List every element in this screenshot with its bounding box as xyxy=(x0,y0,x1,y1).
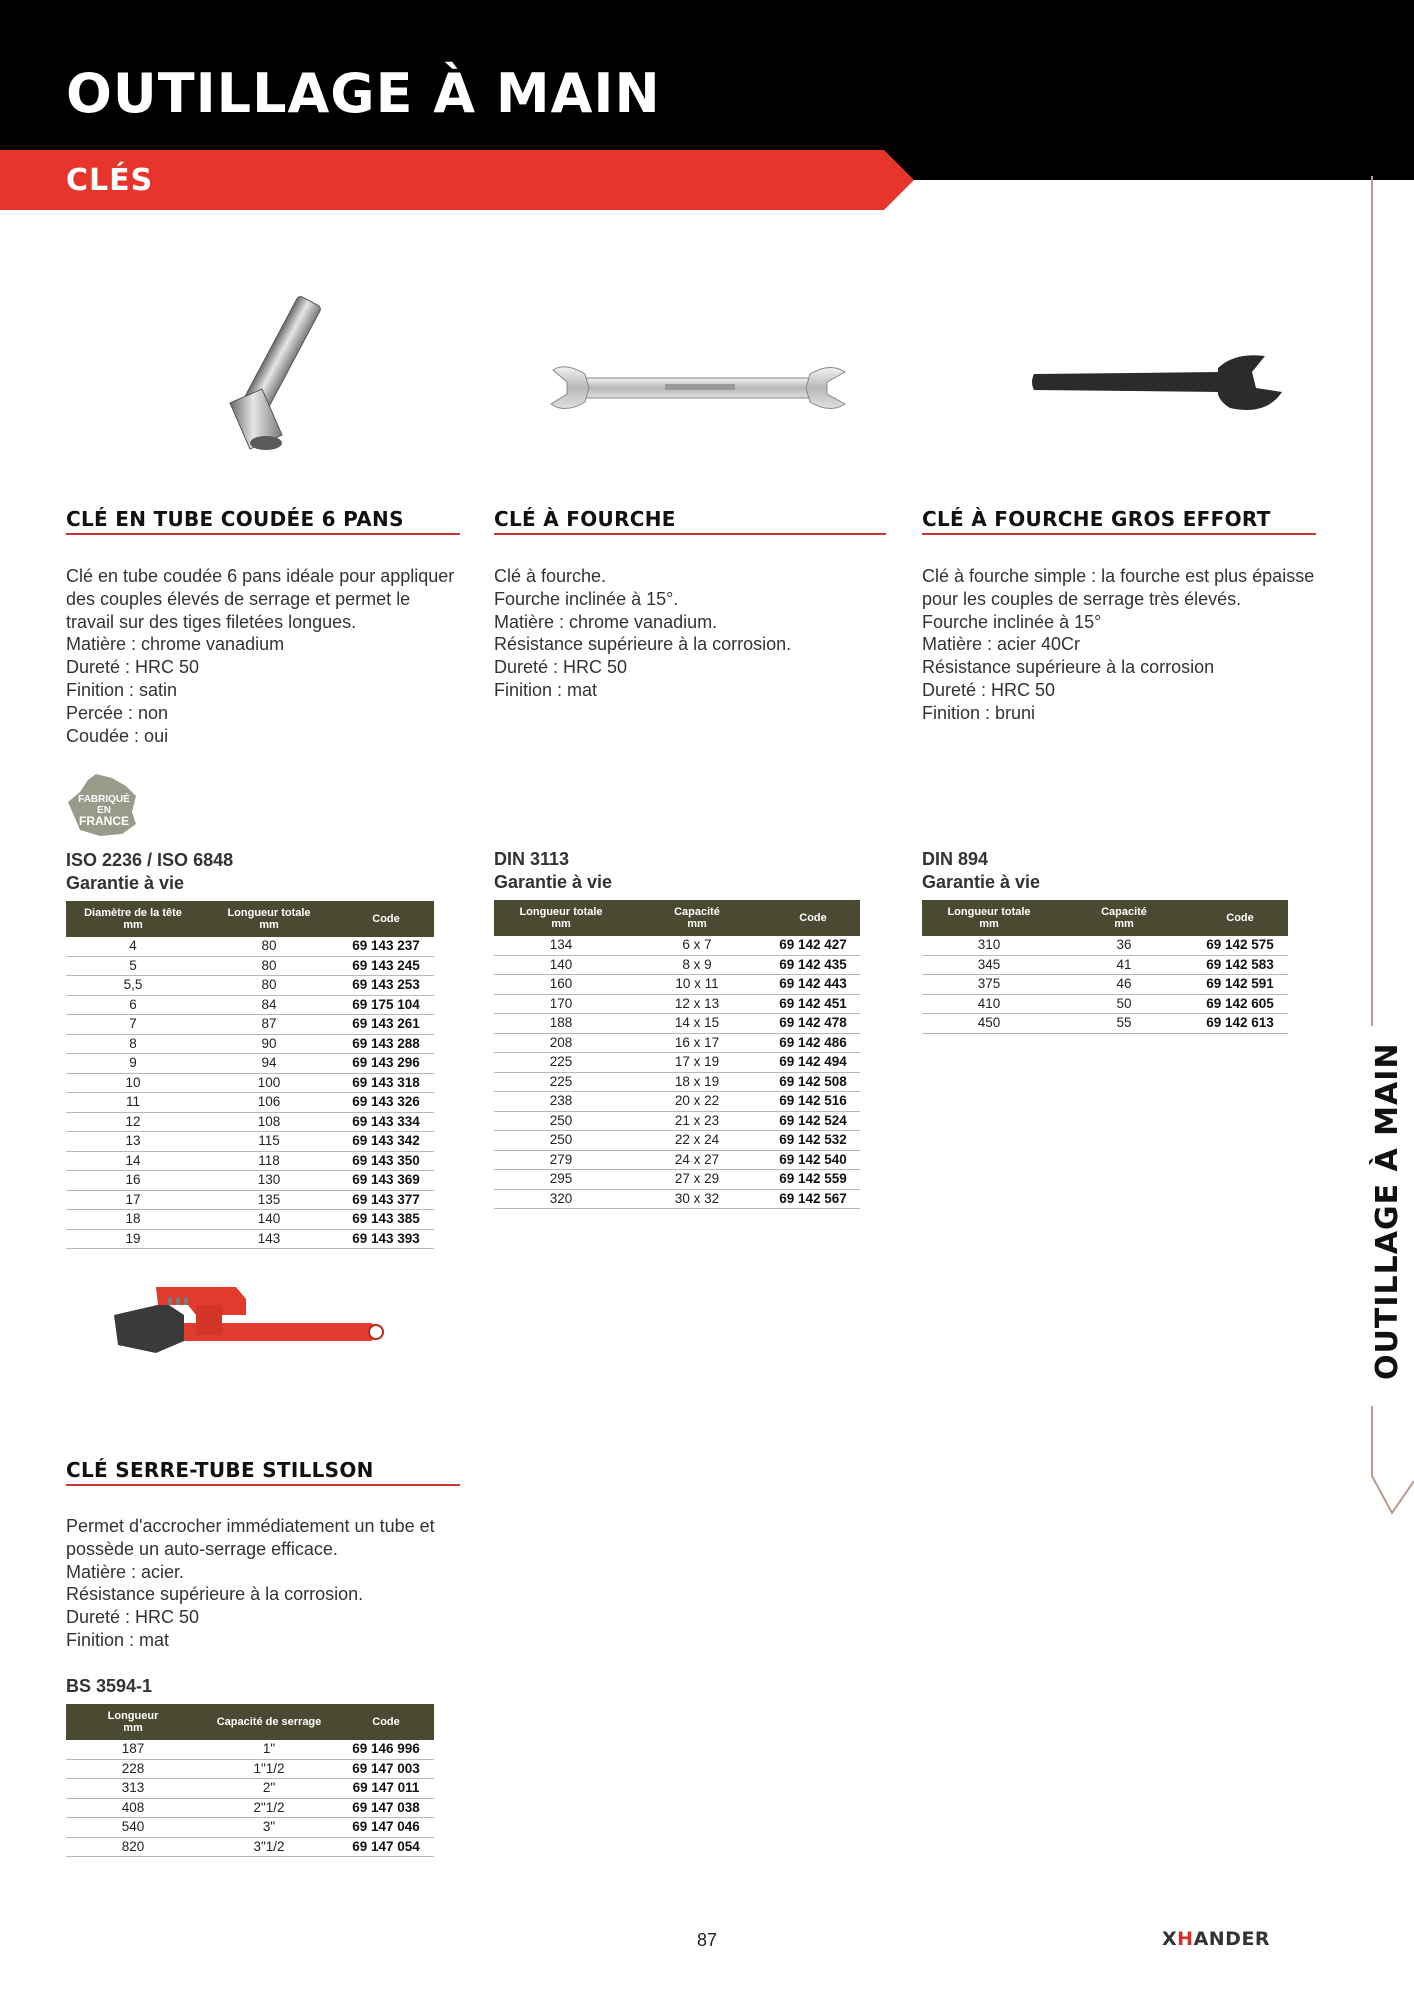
product-standard: ISO 2236 / ISO 6848 xyxy=(66,850,234,870)
product-warranty: Garantie à vie xyxy=(66,873,185,893)
product-code-cell: 69 143 237 xyxy=(338,937,434,956)
table-cell: 41 xyxy=(1056,955,1192,975)
product-code-cell: 69 147 038 xyxy=(338,1798,434,1818)
made-in-france-badge xyxy=(66,772,142,838)
column-header: Capacité mm xyxy=(628,900,766,936)
table-header-row xyxy=(66,901,434,937)
desc-line: Résistance supérieure à la corrosion xyxy=(922,657,1215,678)
open-end-wrench-image xyxy=(545,360,850,415)
table-row xyxy=(66,1151,434,1171)
desc-line: des couples élevés de serrage et permet le xyxy=(66,588,411,609)
desc-line: possède un auto-serrage efficace. xyxy=(66,1538,338,1559)
product-title: CLÉ À FOURCHE GROS EFFORT xyxy=(922,507,1271,531)
table-row xyxy=(66,1740,434,1759)
table-cell: 6 x 7 xyxy=(628,936,766,955)
table-cell: 14 x 15 xyxy=(628,1014,766,1034)
product-description xyxy=(922,565,1314,725)
table-cell: 17 xyxy=(66,1190,200,1210)
table-row xyxy=(494,1189,860,1209)
table-cell: 1" xyxy=(200,1740,338,1759)
table-row xyxy=(494,1111,860,1131)
heavy-duty-wrench-image xyxy=(1030,352,1282,417)
desc-line: Finition : mat xyxy=(66,1629,170,1650)
table-row xyxy=(494,1092,860,1112)
table-cell: 313 xyxy=(66,1779,200,1799)
table-cell: 87 xyxy=(200,1015,338,1035)
table-cell: 1"1/2 xyxy=(200,1759,338,1779)
table-cell: 14 xyxy=(66,1151,200,1171)
column-header: Code xyxy=(338,901,434,937)
table-row xyxy=(494,1053,860,1073)
column-header: Longueur totale mm xyxy=(922,900,1056,936)
table-row xyxy=(922,1014,1288,1034)
product-standard: DIN 3113 xyxy=(494,849,570,869)
table-cell: 12 x 13 xyxy=(628,994,766,1014)
table-cell: 106 xyxy=(200,1093,338,1113)
table-cell: 250 xyxy=(494,1131,628,1151)
table-cell: 320 xyxy=(494,1189,628,1209)
table-cell: 228 xyxy=(66,1759,200,1779)
spec-table xyxy=(66,1704,434,1857)
product-code-cell: 69 142 478 xyxy=(766,1014,860,1034)
table-cell: 170 xyxy=(494,994,628,1014)
side-label: OUTILLAGE À MAIN xyxy=(1370,1042,1405,1380)
table-row xyxy=(922,975,1288,995)
table-cell: 19 xyxy=(66,1229,200,1249)
product-code-cell: 69 143 369 xyxy=(338,1171,434,1191)
badge-line: FRANCE xyxy=(79,814,129,828)
table-cell: 8 xyxy=(66,1034,200,1054)
table-cell: 5 xyxy=(66,956,200,976)
table-cell: 20 x 22 xyxy=(628,1092,766,1112)
product-standard: DIN 894 xyxy=(922,849,989,869)
desc-line: Résistance supérieure à la corrosion. xyxy=(66,1584,364,1605)
table-cell: 540 xyxy=(66,1818,200,1838)
product-warranty: Garantie à vie xyxy=(922,872,1041,892)
desc-line: Matière : acier 40Cr xyxy=(922,634,1081,655)
title-rule xyxy=(494,533,886,535)
column-header: Capacité de serrage xyxy=(200,1704,338,1740)
product-code-cell: 69 143 261 xyxy=(338,1015,434,1035)
desc-line: Dureté : HRC 50 xyxy=(66,657,200,678)
table-row xyxy=(66,1798,434,1818)
table-cell: 118 xyxy=(200,1151,338,1171)
table-cell: 84 xyxy=(200,995,338,1015)
table-row xyxy=(66,995,434,1015)
table-row xyxy=(66,976,434,996)
product-code-cell: 69 142 524 xyxy=(766,1111,860,1131)
section-title: CLÉS xyxy=(66,163,154,198)
desc-line: Finition : satin xyxy=(66,679,178,700)
table-cell: 16 x 17 xyxy=(628,1033,766,1053)
desc-line: Fourche inclinée à 15°. xyxy=(494,588,679,609)
product-code-cell: 69 143 318 xyxy=(338,1073,434,1093)
product-code-cell: 69 142 443 xyxy=(766,975,860,995)
table-header-row xyxy=(494,900,860,936)
desc-line: Clé à fourche simple : la fourche est plus épaisse xyxy=(922,566,1315,586)
table-row xyxy=(66,1779,434,1799)
product-standard: BS 3594-1 xyxy=(66,1676,153,1696)
table-row xyxy=(494,975,860,995)
table-cell: 21 x 23 xyxy=(628,1111,766,1131)
table-cell: 143 xyxy=(200,1229,338,1249)
table-row xyxy=(66,1073,434,1093)
table-cell: 345 xyxy=(922,955,1056,975)
table-row xyxy=(66,1759,434,1779)
table-row xyxy=(922,955,1288,975)
table-cell: 160 xyxy=(494,975,628,995)
table-cell: 94 xyxy=(200,1054,338,1074)
table-cell: 55 xyxy=(1056,1014,1192,1034)
table-cell: 11 xyxy=(66,1093,200,1113)
table-header-row xyxy=(66,1704,434,1740)
table-cell: 8 x 9 xyxy=(628,955,766,975)
desc-line: travail sur des tiges filetées longues. xyxy=(66,611,357,632)
table-row xyxy=(494,955,860,975)
spec-table xyxy=(922,900,1288,1034)
table-row xyxy=(66,1054,434,1074)
table-row xyxy=(66,1112,434,1132)
product-title: CLÉ SERRE-TUBE STILLSON xyxy=(66,1458,374,1482)
page-number: 87 xyxy=(696,1930,718,1950)
desc-line: Percée : non xyxy=(66,702,169,723)
table-row xyxy=(66,1190,434,1210)
table-row xyxy=(922,994,1288,1014)
title-rule xyxy=(66,533,460,535)
table-row xyxy=(922,936,1288,955)
table-row xyxy=(494,1072,860,1092)
desc-line: Résistance supérieure à la corrosion. xyxy=(494,634,792,655)
product-code-cell: 69 143 342 xyxy=(338,1132,434,1152)
product-code-cell: 69 142 567 xyxy=(766,1189,860,1209)
table-row xyxy=(66,1210,434,1230)
table-cell: 80 xyxy=(200,937,338,956)
table-row xyxy=(494,994,860,1014)
table-row xyxy=(494,1131,860,1151)
table-row xyxy=(66,1132,434,1152)
product-code-cell: 69 142 532 xyxy=(766,1131,860,1151)
table-cell: 130 xyxy=(200,1171,338,1191)
table-row xyxy=(66,1093,434,1113)
table-cell: 187 xyxy=(66,1740,200,1759)
product-code-cell: 69 175 104 xyxy=(338,995,434,1015)
table-cell: 80 xyxy=(200,976,338,996)
product-code-cell: 69 142 427 xyxy=(766,936,860,955)
table-cell: 10 xyxy=(66,1073,200,1093)
table-cell: 820 xyxy=(66,1837,200,1857)
table-row xyxy=(66,1229,434,1249)
product-code-cell: 69 142 494 xyxy=(766,1053,860,1073)
table-cell: 10 x 11 xyxy=(628,975,766,995)
table-cell: 4 xyxy=(66,937,200,956)
table-cell: 27 x 29 xyxy=(628,1170,766,1190)
spec-table xyxy=(66,901,434,1249)
table-cell: 24 x 27 xyxy=(628,1150,766,1170)
product-code-cell: 69 142 486 xyxy=(766,1033,860,1053)
desc-line: Dureté : HRC 50 xyxy=(922,679,1056,700)
product-code-cell: 69 142 451 xyxy=(766,994,860,1014)
bent-hex-wrench-image xyxy=(210,285,330,465)
brand-logo: XHANDER xyxy=(1162,1928,1271,1950)
table-cell: 225 xyxy=(494,1053,628,1073)
table-cell: 2"1/2 xyxy=(200,1798,338,1818)
product-warranty: Garantie à vie xyxy=(494,872,613,892)
product-code-cell: 69 142 508 xyxy=(766,1072,860,1092)
table-row xyxy=(494,936,860,955)
desc-line: Clé à fourche. xyxy=(494,566,607,586)
table-row xyxy=(494,1150,860,1170)
badge-line: EN xyxy=(97,805,111,816)
product-code-cell: 69 142 575 xyxy=(1192,936,1288,955)
product-code-cell: 69 142 516 xyxy=(766,1092,860,1112)
table-row xyxy=(66,956,434,976)
table-row xyxy=(66,1015,434,1035)
title-rule xyxy=(922,533,1316,535)
table-cell: 80 xyxy=(200,956,338,976)
title-rule xyxy=(66,1484,460,1486)
column-header: Code xyxy=(338,1704,434,1740)
product-code-cell: 69 143 253 xyxy=(338,976,434,996)
table-cell: 22 x 24 xyxy=(628,1131,766,1151)
product-code-cell: 69 143 296 xyxy=(338,1054,434,1074)
table-cell: 100 xyxy=(200,1073,338,1093)
pipe-wrench-image xyxy=(96,1275,396,1385)
column-header: Diamètre de la tête mm xyxy=(66,901,200,937)
product-code-cell: 69 146 996 xyxy=(338,1740,434,1759)
table-cell: 450 xyxy=(922,1014,1056,1034)
product-code-cell: 69 142 613 xyxy=(1192,1014,1288,1034)
table-cell: 7 xyxy=(66,1015,200,1035)
table-cell: 134 xyxy=(494,936,628,955)
table-cell: 36 xyxy=(1056,936,1192,955)
table-cell: 140 xyxy=(200,1210,338,1230)
table-cell: 18 xyxy=(66,1210,200,1230)
table-cell: 375 xyxy=(922,975,1056,995)
table-row xyxy=(494,1033,860,1053)
table-cell: 250 xyxy=(494,1111,628,1131)
table-cell: 408 xyxy=(66,1798,200,1818)
table-row xyxy=(66,1034,434,1054)
table-cell: 310 xyxy=(922,936,1056,955)
product-code-cell: 69 143 393 xyxy=(338,1229,434,1249)
table-header-row xyxy=(922,900,1288,936)
desc-line: Coudée : oui xyxy=(66,725,169,746)
table-cell: 410 xyxy=(922,994,1056,1014)
table-cell: 50 xyxy=(1056,994,1192,1014)
table-cell: 5,5 xyxy=(66,976,200,996)
product-code-cell: 69 143 334 xyxy=(338,1112,434,1132)
product-code-cell: 69 147 011 xyxy=(338,1779,434,1799)
product-code-cell: 69 142 591 xyxy=(1192,975,1288,995)
table-cell: 18 x 19 xyxy=(628,1072,766,1092)
product-code-cell: 69 143 350 xyxy=(338,1151,434,1171)
table-cell: 9 xyxy=(66,1054,200,1074)
badge-line: FABRIQUÉ xyxy=(78,794,130,805)
column-header: Longueur totale mm xyxy=(200,901,338,937)
product-code-cell: 69 147 046 xyxy=(338,1818,434,1838)
table-cell: 3" xyxy=(200,1818,338,1838)
table-cell: 115 xyxy=(200,1132,338,1152)
table-cell: 90 xyxy=(200,1034,338,1054)
desc-line: Finition : mat xyxy=(494,679,598,700)
table-cell: 3"1/2 xyxy=(200,1837,338,1857)
table-row xyxy=(494,1170,860,1190)
product-code-cell: 69 142 435 xyxy=(766,955,860,975)
product-description xyxy=(66,1515,435,1652)
column-header: Code xyxy=(1192,900,1288,936)
desc-line: Finition : bruni xyxy=(922,702,1036,723)
table-row xyxy=(66,1818,434,1838)
desc-line: pour les couples de serrage très élevés. xyxy=(922,588,1242,609)
table-cell: 279 xyxy=(494,1150,628,1170)
page-title: OUTILLAGE À MAIN xyxy=(66,62,661,125)
spec-table xyxy=(494,900,860,1209)
desc-line: Dureté : HRC 50 xyxy=(494,657,628,678)
table-row xyxy=(66,1837,434,1857)
table-cell: 140 xyxy=(494,955,628,975)
table-cell: 30 x 32 xyxy=(628,1189,766,1209)
table-cell: 295 xyxy=(494,1170,628,1190)
table-cell: 108 xyxy=(200,1112,338,1132)
product-code-cell: 69 147 054 xyxy=(338,1837,434,1857)
desc-line: Dureté : HRC 50 xyxy=(66,1607,200,1628)
table-cell: 225 xyxy=(494,1072,628,1092)
table-cell: 135 xyxy=(200,1190,338,1210)
product-code-cell: 69 143 288 xyxy=(338,1034,434,1054)
table-cell: 2" xyxy=(200,1779,338,1799)
product-description xyxy=(494,565,791,702)
table-cell: 16 xyxy=(66,1171,200,1191)
desc-line: Fourche inclinée à 15° xyxy=(922,611,1102,632)
table-cell: 17 x 19 xyxy=(628,1053,766,1073)
table-row xyxy=(66,1171,434,1191)
product-code-cell: 69 147 003 xyxy=(338,1759,434,1779)
product-code-cell: 69 143 245 xyxy=(338,956,434,976)
table-row xyxy=(494,1014,860,1034)
desc-line: Clé en tube coudée 6 pans idéale pour appliquer xyxy=(66,566,455,586)
product-code-cell: 69 143 377 xyxy=(338,1190,434,1210)
column-header: Capacité mm xyxy=(1056,900,1192,936)
column-header: Longueur mm xyxy=(66,1704,200,1740)
product-code-cell: 69 142 559 xyxy=(766,1170,860,1190)
product-code-cell: 69 143 326 xyxy=(338,1093,434,1113)
desc-line: Matière : chrome vanadium xyxy=(66,634,285,655)
table-cell: 12 xyxy=(66,1112,200,1132)
product-title: CLÉ EN TUBE COUDÉE 6 PANS xyxy=(66,507,404,531)
table-cell: 188 xyxy=(494,1014,628,1034)
table-cell: 208 xyxy=(494,1033,628,1053)
table-cell: 46 xyxy=(1056,975,1192,995)
product-code-cell: 69 142 583 xyxy=(1192,955,1288,975)
desc-line: Permet d'accrocher immédiatement un tube et xyxy=(66,1516,435,1536)
column-header: Longueur totale mm xyxy=(494,900,628,936)
product-description xyxy=(66,565,454,747)
product-code-cell: 69 142 540 xyxy=(766,1150,860,1170)
table-cell: 238 xyxy=(494,1092,628,1112)
table-cell: 13 xyxy=(66,1132,200,1152)
product-title: CLÉ À FOURCHE xyxy=(494,507,676,531)
column-header: Code xyxy=(766,900,860,936)
table-cell: 6 xyxy=(66,995,200,1015)
product-code-cell: 69 142 605 xyxy=(1192,994,1288,1014)
desc-line: Matière : chrome vanadium. xyxy=(494,611,718,632)
table-row xyxy=(66,937,434,956)
desc-line: Matière : acier. xyxy=(66,1561,185,1582)
product-code-cell: 69 143 385 xyxy=(338,1210,434,1230)
